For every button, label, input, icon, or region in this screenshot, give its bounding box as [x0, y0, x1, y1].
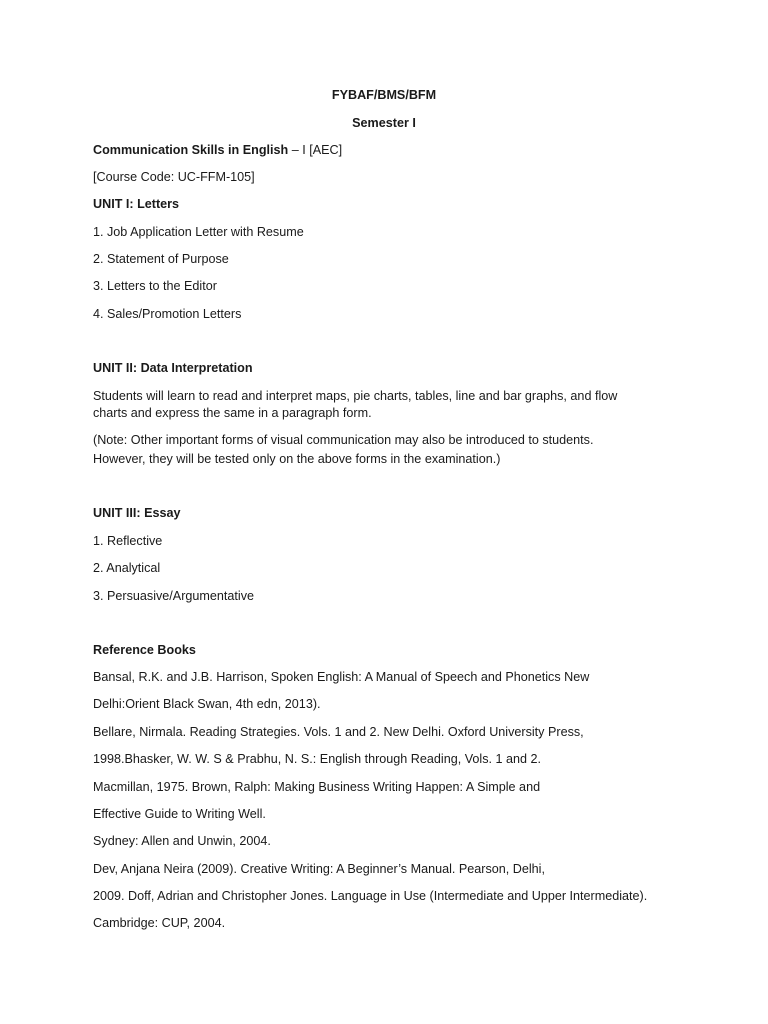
reference-line: 1998.Bhasker, W. W. S & Prabhu, N. S.: English through Reading, Vols. 1 and 2. [93, 752, 542, 766]
reference-line: Effective Guide to Writing Well. [93, 807, 266, 821]
unit2-note-line: (Note: Other important forms of visual communication may also be introduced to students. [93, 433, 594, 447]
unit1-item: 3. Letters to the Editor [93, 279, 217, 293]
program-title: FYBAF/BMS/BFM [331, 88, 437, 102]
unit3-item: 3. Persuasive/Argumentative [93, 589, 255, 603]
unit3-item: 2. Analytical [93, 561, 161, 575]
reference-line: Bellare, Nirmala. Reading Strategies. Vols. 1 and 2. New Delhi. Oxford University Press, [93, 725, 584, 739]
semester-title: Semester I [352, 116, 416, 130]
unit2-paragraph-line: Students will learn to read and interpret maps, pie charts, tables, line and bar graphs, and flow [93, 389, 618, 403]
course-title-bold: Communication Skills in English [93, 143, 289, 157]
unit1-heading: UNIT I: Letters [93, 197, 180, 211]
reference-line: Bansal, R.K. and J.B. Harrison, Spoken English: A Manual of Speech and Phonetics New [93, 670, 590, 684]
unit2-heading: UNIT II: Data Interpretation [93, 361, 253, 375]
unit1-item: 4. Sales/Promotion Letters [93, 307, 242, 321]
reference-line: Cambridge: CUP, 2004. [93, 916, 226, 930]
reference-line: Macmillan, 1975. Brown, Ralph: Making Business Writing Happen: A Simple and [93, 780, 541, 794]
unit2-paragraph-line: charts and express the same in a paragraph form. [93, 406, 372, 420]
references-heading: Reference Books [93, 643, 196, 657]
unit1-item: 1. Job Application Letter with Resume [93, 225, 304, 239]
reference-line: Dev, Anjana Neira (2009). Creative Writing: A Beginner’s Manual. Pearson, Delhi, [93, 862, 545, 876]
reference-line: Sydney: Allen and Unwin, 2004. [93, 834, 271, 848]
unit3-item: 1. Reflective [93, 534, 163, 548]
unit3-heading: UNIT III: Essay [93, 506, 181, 520]
unit2-note-line: However, they will be tested only on the above forms in the examination.) [93, 452, 501, 466]
course-code: [Course Code: UC-FFM-105] [93, 170, 255, 184]
course-title [93, 142, 342, 159]
reference-line: Delhi:Orient Black Swan, 4th edn, 2013). [93, 697, 321, 711]
reference-line: 2009. Doff, Adrian and Christopher Jones. Language in Use (Intermediate and Upper Intermediate). [93, 889, 648, 903]
course-title-rest: – I [AEC] [288, 143, 343, 157]
unit1-item: 2. Statement of Purpose [93, 252, 229, 266]
